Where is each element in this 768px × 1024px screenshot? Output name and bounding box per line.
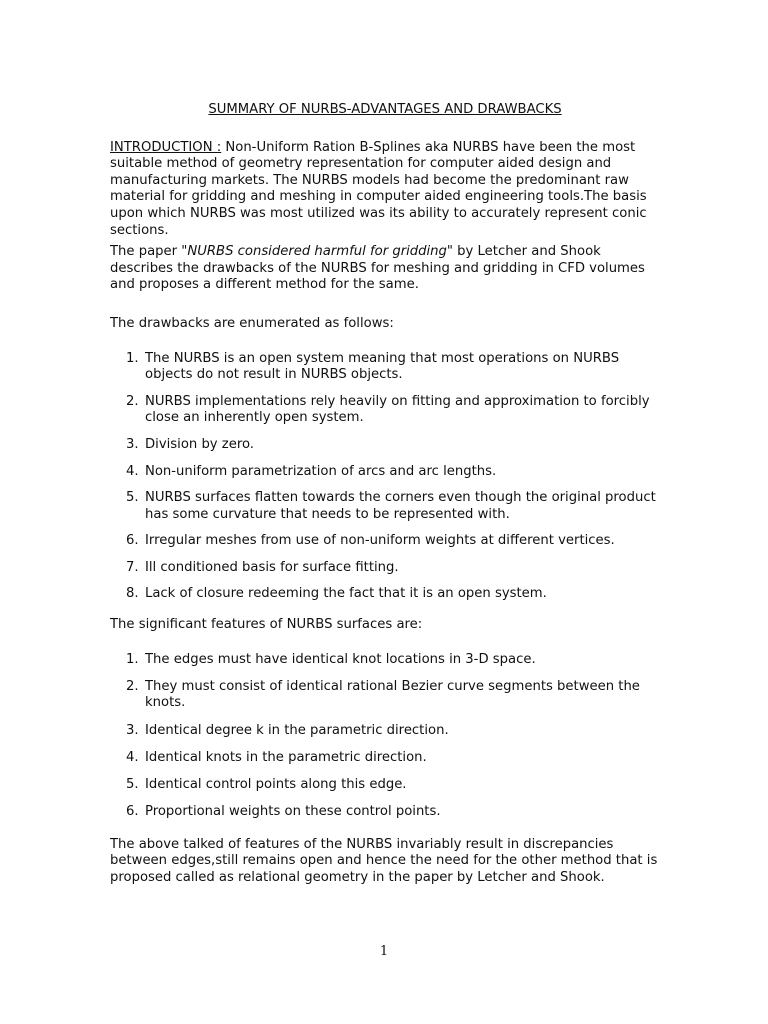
feature-item-text: Identical knots in the parametric direction. bbox=[145, 749, 427, 765]
drawback-item-number: 6. bbox=[126, 533, 139, 549]
document-title: SUMMARY OF NURBS-ADVANTAGES AND DRAWBACKS bbox=[208, 102, 562, 117]
introduction-text: Non-Uniform Ration B-Splines aka NURBS have been the most suitable method of geometry representation for computer aided design and manufacturing markets. The NURBS models had become the predominant raw material for gridding and meshing in computer aided engineering tools.The basis upon which NURBS was most utilized was its ability to accurately represent conic sections. bbox=[110, 139, 647, 238]
drawback-item-text: NURBS implementations rely heavily on fitting and approximation to forcibly close an inherently open system. bbox=[145, 393, 650, 426]
drawback-item-number: 5. bbox=[126, 490, 139, 506]
introduction-heading: INTRODUCTION : bbox=[110, 139, 222, 155]
drawback-item-number: 7. bbox=[126, 559, 139, 575]
drawback-item-number: 4. bbox=[126, 463, 139, 479]
drawback-item-text: Division by zero. bbox=[145, 436, 255, 452]
paper-prefix: The paper bbox=[110, 244, 182, 260]
feature-item bbox=[110, 652, 660, 669]
paper-suffix: by Letcher and Shook describes the drawbacks of the NURBS for meshing and gridding in CFD volumes and proposes a different method for the same. bbox=[110, 244, 645, 293]
drawback-item bbox=[110, 533, 660, 550]
feature-item bbox=[110, 777, 660, 794]
drawback-item-text: NURBS surfaces flatten towards the corners even though the original product has some curvature that needs to be represented with. bbox=[145, 490, 656, 522]
drawbacks-list bbox=[110, 351, 660, 604]
feature-item-number: 6. bbox=[126, 804, 139, 820]
feature-item-text: Proportional weights on these control points. bbox=[145, 804, 441, 820]
drawback-item bbox=[110, 394, 660, 427]
feature-item-number: 1. bbox=[126, 651, 139, 667]
drawback-item-number: 3. bbox=[126, 436, 139, 452]
drawback-item bbox=[110, 490, 660, 523]
document-page bbox=[110, 102, 660, 887]
drawback-item-number: 2. bbox=[126, 393, 139, 409]
introduction-paragraph bbox=[110, 140, 660, 240]
feature-item-text: Identical control points along this edge. bbox=[145, 777, 407, 792]
feature-item bbox=[110, 723, 660, 740]
feature-item-number: 3. bbox=[126, 722, 139, 738]
drawback-item-text: Non-uniform parametrization of arcs and arc lengths. bbox=[145, 463, 497, 479]
conclusion-paragraph: The above talked of features of the NURBS invariably result in discrepancies between edges,still remains open and hence the need for the other method that is proposed called as relational geometry in the paper by Letcher and Shook. bbox=[110, 836, 658, 885]
drawback-item bbox=[110, 351, 660, 384]
drawback-item-number: 8. bbox=[126, 586, 139, 602]
drawback-item-text: Irregular meshes from use of non-uniform weights at different vertices. bbox=[145, 533, 615, 549]
feature-item-number: 5. bbox=[126, 777, 139, 792]
drawback-item bbox=[110, 437, 660, 454]
feature-item bbox=[110, 804, 660, 821]
page-number: 1 bbox=[379, 944, 389, 959]
drawback-item-number: 1. bbox=[126, 350, 139, 366]
drawback-item bbox=[110, 560, 660, 577]
paper-title: "NURBS considered harmful for gridding" bbox=[181, 244, 453, 260]
feature-item-number: 2. bbox=[126, 678, 139, 694]
feature-item-text: They must consist of identical rational Bezier curve segments between the knots. bbox=[145, 678, 640, 711]
drawback-item-text: Lack of closure redeeming the fact that it is an open system. bbox=[145, 586, 547, 602]
paper-paragraph bbox=[110, 244, 660, 294]
drawback-item-text: Ill conditioned basis for surface fitting. bbox=[145, 559, 399, 575]
feature-item-text: Identical degree k in the parametric direction. bbox=[145, 722, 449, 738]
drawback-item bbox=[110, 464, 660, 481]
feature-item-number: 4. bbox=[126, 749, 139, 765]
drawback-item bbox=[110, 586, 660, 603]
features-list bbox=[110, 652, 660, 821]
feature-item bbox=[110, 750, 660, 767]
feature-item bbox=[110, 679, 660, 712]
feature-item-text: The edges must have identical knot locations in 3-D space. bbox=[145, 651, 536, 667]
drawback-item-text: The NURBS is an open system meaning that most operations on NURBS objects do not result in NURBS objects. bbox=[145, 350, 620, 383]
drawbacks-lead: The drawbacks are enumerated as follows: bbox=[110, 315, 394, 331]
features-lead: The significant features of NURBS surfaces are: bbox=[110, 617, 423, 633]
